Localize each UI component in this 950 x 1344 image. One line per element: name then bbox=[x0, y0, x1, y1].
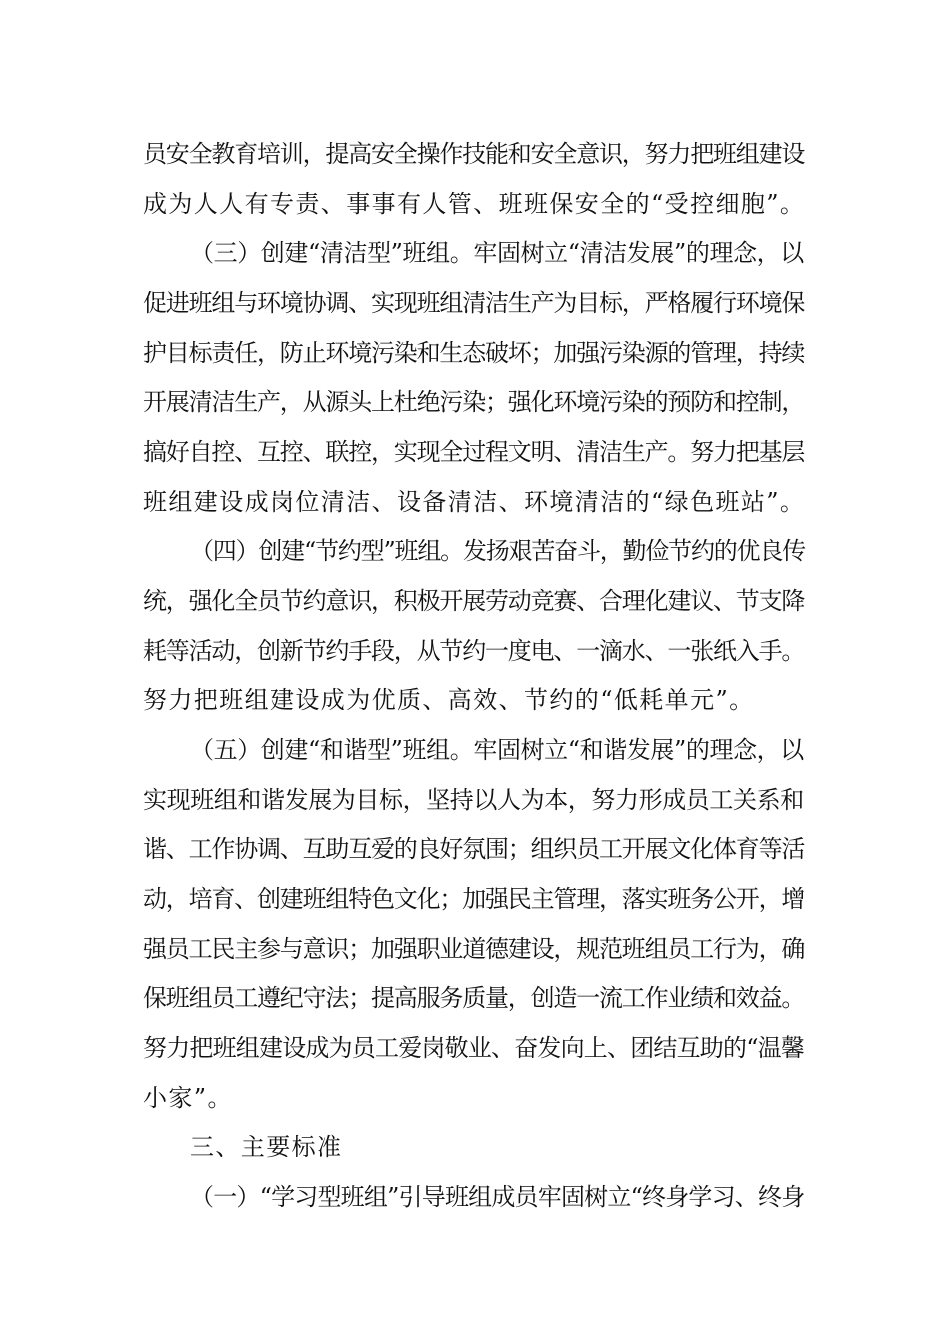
text-line: 开展清洁生产，从源头上杜绝污染；强化环境污染的预防和控制， bbox=[143, 388, 805, 416]
text-line: 小家”。 bbox=[143, 1084, 233, 1112]
text-line: 搞好自控、互控、联控，实现全过程文明、清洁生产。努力把基层 bbox=[143, 438, 805, 466]
text-line: 保班组员工遵纪守法；提高服务质量，创造一流工作业绩和效益。 bbox=[143, 984, 805, 1012]
paragraph-heading-4: （四）创建“节约型”班组。发扬艰苦奋斗，勤俭节约的优良传 bbox=[190, 537, 805, 565]
text-line: 统，强化全员节约意识，积极开展劳动竞赛、合理化建议、节支降 bbox=[143, 587, 805, 615]
text-line: 促进班组与环境协调、实现班组清洁生产为目标，严格履行环境保 bbox=[143, 289, 805, 317]
text-line: 努力把班组建设成为优质、高效、节约的“低耗单元”。 bbox=[143, 686, 755, 714]
text-line: 谐、工作协调、互助互爱的良好氛围；组织员工开展文化体育等活 bbox=[143, 835, 805, 863]
text-line: 护目标责任，防止环境污染和生态破坏；加强污染源的管理，持续 bbox=[143, 339, 805, 367]
text-line: 动，培育、创建班组特色文化；加强民主管理，落实班务公开，增 bbox=[143, 885, 805, 913]
text-line: 实现班组和谐发展为目标，坚持以人为本，努力形成员工关系和 bbox=[143, 786, 804, 814]
text-line: 成为人人有专责、事事有人管、班班保安全的“受控细胞”。 bbox=[143, 190, 806, 218]
text-line: 强员工民主参与意识；加强职业道德建设，规范班组员工行为，确 bbox=[143, 935, 805, 963]
paragraph-heading-5: （五）创建“和谐型”班组。牢固树立“和谐发展”的理念，以 bbox=[190, 736, 804, 764]
text-line: 员安全教育培训，提高安全操作技能和安全意识，努力把班组建设 bbox=[143, 140, 805, 168]
text-line: 班组建设成岗位清洁、设备清洁、环境清洁的“绿色班站”。 bbox=[143, 488, 806, 516]
text-line: 努力把班组建设成为员工爱岗敬业、奋发向上、团结互助的“温馨 bbox=[143, 1034, 805, 1062]
paragraph-heading-3: （三）创建“清洁型”班组。牢固树立“清洁发展”的理念，以 bbox=[190, 239, 804, 267]
text-line: 耗等活动，创新节约手段，从节约一度电、一滴水、一张纸入手。 bbox=[143, 637, 805, 665]
section-heading: 三、主要标准 bbox=[190, 1133, 343, 1161]
paragraph-heading-1: （一）“学习型班组”引导班组成员牢固树立“终身学习、终身 bbox=[190, 1183, 805, 1211]
